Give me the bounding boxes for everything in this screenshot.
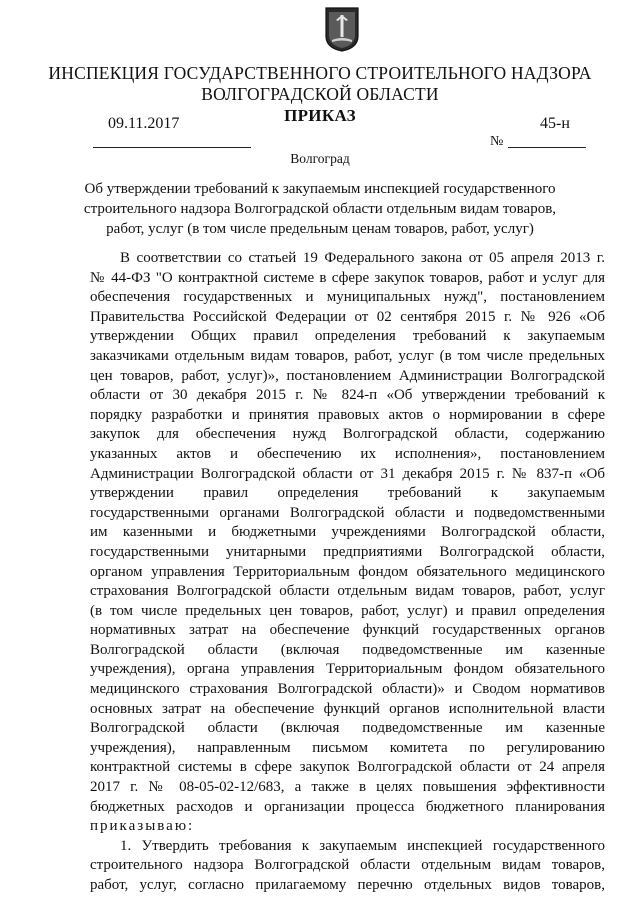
number-sign: № (490, 134, 504, 149)
document-type: ПРИКАЗ (284, 106, 356, 125)
body-line: им казенными и бюджетными учреждениями Волгоградской области, (90, 524, 605, 541)
body-line: учреждения), органа управления Территориальным фондом обязательного (90, 661, 605, 678)
body-line: 2017 г. № 08-05-02-12/683, а также в целях повышения эффективности (90, 779, 605, 796)
organization-name: ИНСПЕКЦИЯ ГОСУДАРСТВЕННОГО СТРОИТЕЛЬНОГО НАДЗОРА (48, 63, 592, 83)
body-line: нормативных затрат на обеспечение функций государственных органов (90, 622, 605, 639)
body-line: Волгоградской области (включая подведомственные им казенные (90, 641, 605, 658)
number-underline (508, 147, 586, 148)
body-line: указанных актов и обеспечению их исполнения», постановлением (90, 445, 605, 462)
body-line: страхования Волгоградской области отдельным видам товаров, работ, услуг (90, 583, 605, 600)
body-line: Правительства Российской Федерации от 02 сентября 2015 г. № 926 «Об (90, 308, 605, 325)
date-underline (93, 147, 251, 148)
body-line: утверждении правил определения требований к закупаемым (90, 485, 605, 502)
body-line: Волгоградской области (включая подведомственные им казенные (90, 720, 605, 737)
body-line: порядку разработки и принятия правовых актов о нормировании в сфере (90, 406, 605, 423)
body-line: учреждения), направленным письмом комитета по регулированию (90, 739, 605, 756)
order-subject: Об утверждении требований к закупаемым инспекцией государственного строительного надзора Волгоградской области отдельным видам товаров, работ, услуг (в том числе предельным ценам товаров, работ, услуг) (83, 181, 557, 237)
city: Волгоград (290, 151, 350, 166)
body-line: (в том числе предельных цен товаров, работ, услуг) и правил определения (90, 602, 605, 619)
body-line-item-1: 1. Утвердить требования к закупаемым инспекцией государственного (120, 837, 605, 854)
body-line: основных затрат на обеспечение функций органов исполнительной власти (90, 700, 605, 717)
body-line: органом управления Территориальным фондом обязательного медицинского (90, 563, 605, 580)
body-line: утверждении Общих правил определения требований к закупаемым (90, 328, 605, 345)
body-line: государственными органами Волгоградской области и подведомственными (90, 504, 605, 521)
order-number: 45-н (540, 115, 570, 132)
body-line: бюджетных расходов и организации процесса бюджетного планирования (90, 798, 605, 815)
body-line: В соответствии со статьей 19 Федерального закона от 05 апреля 2013 г. (120, 250, 605, 266)
coat-of-arms-icon (324, 6, 360, 52)
body-line: области от 30 декабря 2015 г. № 824-п «Об утверждении требований к (90, 387, 605, 404)
body-line: № 44-ФЗ "О контрактной системе в сфере закупок товаров, работ и услуг для (90, 269, 605, 286)
body-line: государственными унитарными предприятиями Волгоградской области, (90, 543, 605, 560)
body-line: цен товаров, работ, услуг)», постановлением Администрации Волгоградской (90, 367, 605, 384)
body-line: контрактной системы в сфере закупок Волгоградской области от 24 апреля (90, 759, 605, 776)
body-line: заказчиками отдельным видам товаров, работ, услуг (в том числе предельных (90, 347, 605, 364)
order-body (90, 249, 605, 896)
body-line: строительного надзора Волгоградской области отдельным видам товаров, (90, 857, 605, 874)
body-line: медицинского страхования Волгоградской области)» и Сводом нормативов (90, 681, 605, 698)
body-line: работ, услуг, согласно прилагаемому перечню отдельных видов товаров, (90, 877, 605, 893)
body-line: закупок для обеспечения нужд Волгоградской области, содержанию (90, 426, 605, 443)
body-line-order-word: приказываю: (90, 818, 195, 835)
organization-region: ВОЛГОГРАДСКОЙ ОБЛАСТИ (201, 84, 439, 104)
body-line: обеспечения государственных и муниципальных нужд", постановлением (90, 289, 605, 306)
body-line: Администрации Волгоградской области от 31 декабря 2015 г. № 837-п «Об (90, 465, 605, 482)
order-date: 09.11.2017 (108, 115, 180, 132)
